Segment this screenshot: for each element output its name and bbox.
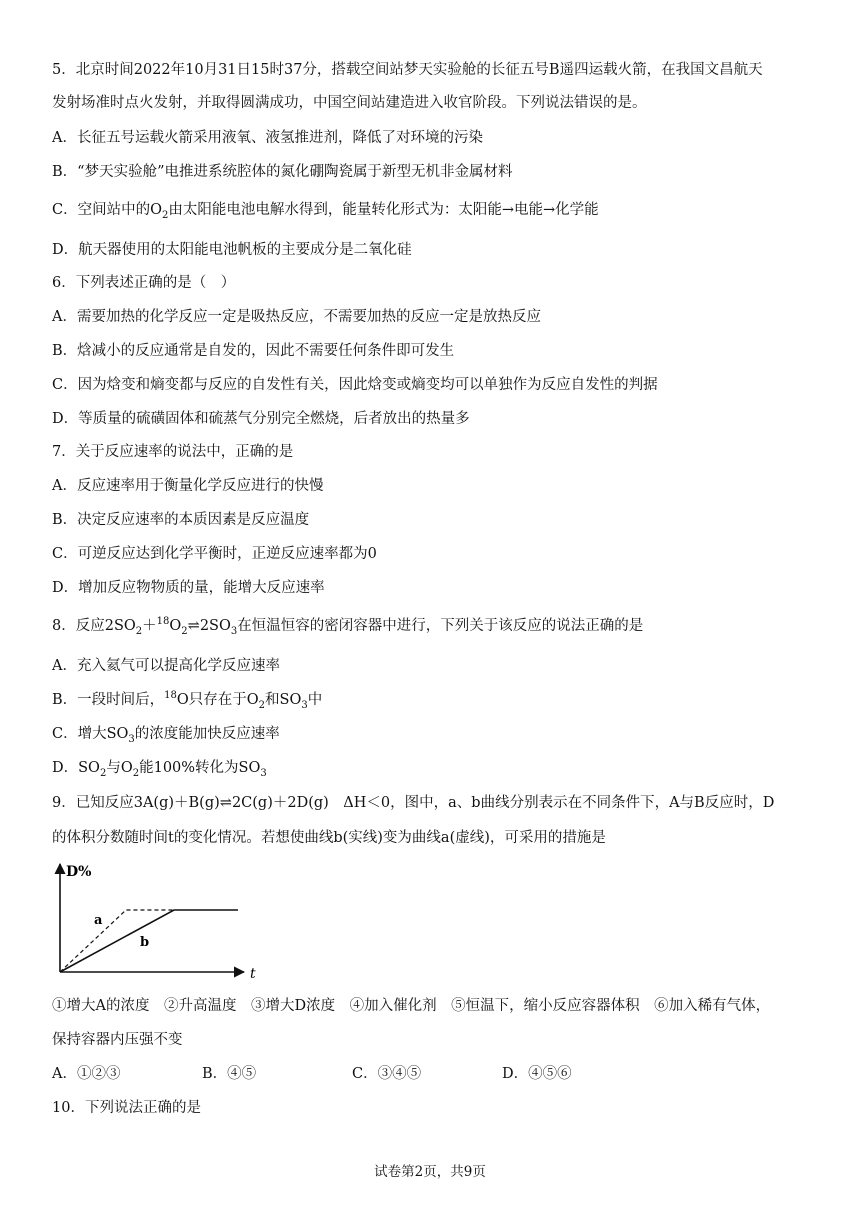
q8-plus: ＋ [142,618,157,634]
q8-option-c [52,724,280,744]
q5-stem-line1: 5．北京时间2022年10月31日15时37分，搭载空间站梦天实验舱的长征五号B遥四运载火箭，在我国文昌航天 [52,62,763,78]
q8-b-mid: O只存在于O [176,692,259,708]
curve-a-label: a [94,913,103,928]
q8-b-post: 中 [307,692,323,708]
q7-option-d: D．增加反应物物质的量，能增大反应速率 [52,580,325,596]
q8-d-sub: 2 [132,767,140,779]
x-axis-label: t [250,966,256,982]
q6-option-d: D．等质量的硫磺固体和硫蒸气分别完全燃烧，后者放出的热量多 [52,411,470,427]
q6-option-b: B．焓减小的反应通常是自发的，因此不需要任何条件即可发生 [52,343,455,359]
q8-d-mid2: 能100%转化为SO [139,760,261,776]
q5-option-a: A．长征五号运载火箭采用液氧、液氢推进剂，降低了对环境的污染 [52,130,483,146]
y-axis-label: D% [66,864,92,880]
q8-stem [52,616,643,636]
q8-d-sub: 2 [99,767,107,779]
q8-d-sub: 3 [260,767,267,779]
q7-stem: 7．关于反应速率的说法中，正确的是 [52,444,294,460]
q9-option-b: B．④⑤ [202,1066,257,1082]
q9-option-d: D．④⑤⑥ [502,1066,572,1082]
equilibrium-arrow-icon: ⇌ [187,618,200,634]
equilibrium-arrow-icon: ⇌ [219,795,232,811]
q8-option-b [52,690,322,710]
q9-measures-line1: ①增大A的浓度 ②升高温度 ③增大D浓度 ④加入催化剂 ⑤恒温下，缩小反应容器体积 ⑥加入稀有气体， [52,998,771,1014]
q5-option-b: B．“梦天实验舱”电推进系统腔体的氮化硼陶瓷属于新型无机非金属材料 [52,164,513,180]
q9-option-a: A．①②③ [52,1066,121,1082]
q8-b-sub: 3 [301,699,308,711]
q5-option-c [52,200,599,220]
q8-d-pre: D．SO [52,760,100,776]
q8-b-pre: B．一段时间后， [52,692,165,708]
q8-c-post: 的浓度能加快反应速率 [134,726,280,742]
q8-c-sub: 3 [128,733,135,745]
q8-c-pre: C．增大SO [52,726,129,742]
q8-isotope: 18 [156,616,170,628]
q8-sub: 3 [230,625,238,637]
q8-stem-pre: 8．反应2SO [52,618,136,634]
q7-option-c: C．可逆反应达到化学平衡时，正逆反应速率都为0 [52,546,377,562]
q8-b-isotope: 18 [164,690,177,702]
q9-measures-line2: 保持容器内压强不变 [52,1032,183,1048]
q5-c-pre: C．空间站中的O [52,202,162,218]
q7-option-b: B．决定反应速率的本质因素是反应温度 [52,512,310,528]
q9-stem-post: 2C(g)＋2D(g) ΔH＜0，图中，a、b曲线分别表示在不同条件下，A与B反应时，D [231,795,775,811]
q6-stem: 6．下列表述正确的是（ ） [52,275,236,291]
q9-stem-pre: 9．已知反应3A(g)＋B(g) [52,795,220,811]
curve-b-label: b [140,935,150,950]
q9-stem-line1 [52,793,774,813]
q5-c-post: 由太阳能电池电解水得到，能量转化形式为：太阳能→电能→化学能 [168,202,599,218]
q8-sub: 2 [181,625,188,637]
q9-graph [44,856,266,984]
q5-stem-line2: 发射场准时点火发射，并取得圆满成功，中国空间站建造进入收官阶段。下列说法错误的是。 [52,95,647,111]
q6-option-c: C．因为焓变和熵变都与反应的自发性有关，因此焓变或熵变均可以单独作为反应自发性的判据 [52,377,658,393]
q5-option-d: D．航天器使用的太阳能电池帆板的主要成分是二氧化硅 [52,242,412,258]
q8-so3: 2SO [199,618,231,634]
q8-b-mid2: 和SO [265,692,302,708]
q8-b-sub: 2 [258,699,266,711]
q8-d-mid: 与O [106,760,133,776]
q8-stem-post: 在恒温恒容的密闭容器中进行，下列关于该反应的说法正确的是 [237,618,644,634]
q10-stem: 10．下列说法正确的是 [52,1100,201,1116]
q8-option-d [52,758,267,778]
q9-stem-line2: 的体积分数随时间t的变化情况。若想使曲线b(实线)变为曲线a(虚线)，可采用的措施是 [52,830,606,846]
q8-o: O [169,618,182,634]
page-footer: 试卷第2页，共9页 [374,1164,486,1180]
q7-option-a: A．反应速率用于衡量化学反应进行的快慢 [52,478,324,494]
q5-c-sub: 2 [161,209,169,221]
q9-option-c: C．③④⑤ [352,1066,422,1082]
q6-option-a: A．需要加热的化学反应一定是吸热反应，不需要加热的反应一定是放热反应 [52,309,541,325]
q8-sub: 2 [135,625,143,637]
q8-option-a: A．充入氦气可以提高化学反应速率 [52,658,280,674]
